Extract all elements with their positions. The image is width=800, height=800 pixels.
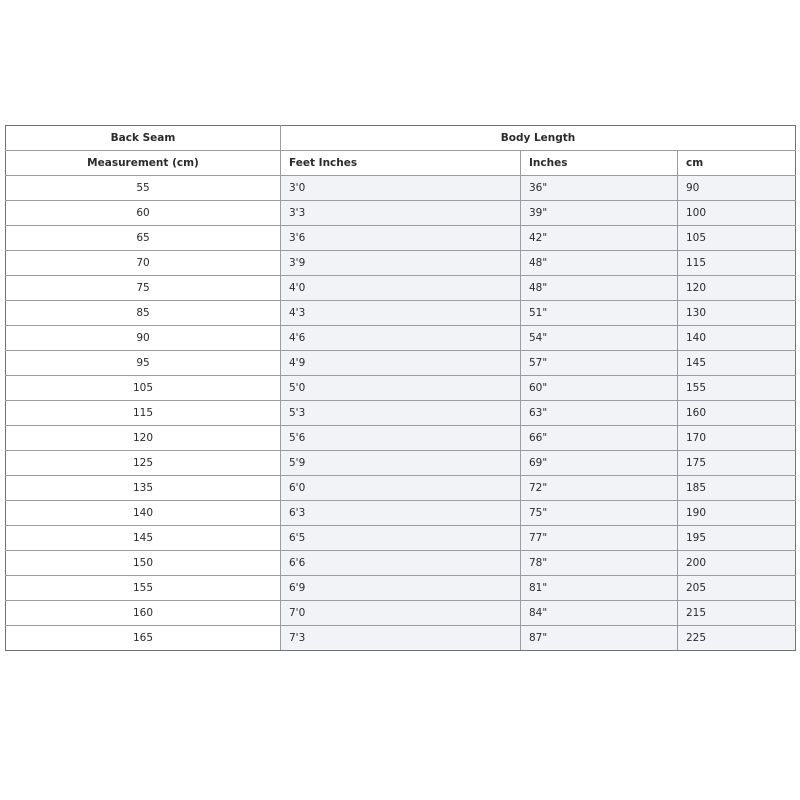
feet-inches-cell: 7'0: [281, 601, 521, 626]
table-row: [6, 201, 796, 226]
header-back-seam: Back Seam: [6, 126, 281, 151]
back-seam-cell: 135: [6, 476, 281, 501]
back-seam-cell: 90: [6, 326, 281, 351]
table-row: [6, 276, 796, 301]
table-row: [6, 251, 796, 276]
inches-cell: 54": [521, 326, 678, 351]
table-row: [6, 376, 796, 401]
feet-inches-cell: 3'0: [281, 176, 521, 201]
cm-cell: 105: [678, 226, 796, 251]
table-row: [6, 326, 796, 351]
table-row: [6, 601, 796, 626]
cm-cell: 155: [678, 376, 796, 401]
back-seam-cell: 75: [6, 276, 281, 301]
cm-cell: 160: [678, 401, 796, 426]
table-row: [6, 551, 796, 576]
inches-cell: 84": [521, 601, 678, 626]
table-row: [6, 351, 796, 376]
inches-cell: 48": [521, 251, 678, 276]
cm-cell: 90: [678, 176, 796, 201]
table-body: [6, 176, 796, 651]
table-row: [6, 476, 796, 501]
back-seam-cell: 85: [6, 301, 281, 326]
feet-inches-cell: 5'0: [281, 376, 521, 401]
feet-inches-cell: 6'0: [281, 476, 521, 501]
feet-inches-cell: 4'0: [281, 276, 521, 301]
back-seam-cell: 145: [6, 526, 281, 551]
cm-cell: 225: [678, 626, 796, 651]
table-row: [6, 226, 796, 251]
cm-cell: 175: [678, 451, 796, 476]
inches-cell: 81": [521, 576, 678, 601]
back-seam-cell: 160: [6, 601, 281, 626]
cm-cell: 140: [678, 326, 796, 351]
back-seam-cell: 125: [6, 451, 281, 476]
back-seam-cell: 105: [6, 376, 281, 401]
feet-inches-cell: 3'3: [281, 201, 521, 226]
header-measurement-cm: Measurement (cm): [6, 151, 281, 176]
cm-cell: 115: [678, 251, 796, 276]
feet-inches-cell: 5'6: [281, 426, 521, 451]
inches-cell: 51": [521, 301, 678, 326]
feet-inches-cell: 6'3: [281, 501, 521, 526]
header-row-columns: [6, 151, 796, 176]
size-chart-table: [5, 125, 796, 651]
cm-cell: 195: [678, 526, 796, 551]
inches-cell: 77": [521, 526, 678, 551]
inches-cell: 72": [521, 476, 678, 501]
inches-cell: 63": [521, 401, 678, 426]
table-row: [6, 401, 796, 426]
inches-cell: 57": [521, 351, 678, 376]
cm-cell: 170: [678, 426, 796, 451]
feet-inches-cell: 4'6: [281, 326, 521, 351]
cm-cell: 215: [678, 601, 796, 626]
back-seam-cell: 65: [6, 226, 281, 251]
table-row: [6, 176, 796, 201]
inches-cell: 69": [521, 451, 678, 476]
back-seam-cell: 115: [6, 401, 281, 426]
feet-inches-cell: 3'6: [281, 226, 521, 251]
inches-cell: 48": [521, 276, 678, 301]
cm-cell: 190: [678, 501, 796, 526]
table-row: [6, 426, 796, 451]
inches-cell: 87": [521, 626, 678, 651]
feet-inches-cell: 4'3: [281, 301, 521, 326]
inches-cell: 66": [521, 426, 678, 451]
cm-cell: 205: [678, 576, 796, 601]
inches-cell: 60": [521, 376, 678, 401]
cm-cell: 185: [678, 476, 796, 501]
cm-cell: 130: [678, 301, 796, 326]
feet-inches-cell: 6'6: [281, 551, 521, 576]
cm-cell: 100: [678, 201, 796, 226]
cm-cell: 200: [678, 551, 796, 576]
feet-inches-cell: 6'9: [281, 576, 521, 601]
back-seam-cell: 150: [6, 551, 281, 576]
back-seam-cell: 120: [6, 426, 281, 451]
inches-cell: 39": [521, 201, 678, 226]
table-row: [6, 526, 796, 551]
cm-cell: 145: [678, 351, 796, 376]
back-seam-cell: 60: [6, 201, 281, 226]
feet-inches-cell: 4'9: [281, 351, 521, 376]
header-row-group: [6, 126, 796, 151]
table-row: [6, 576, 796, 601]
inches-cell: 42": [521, 226, 678, 251]
header-body-length: Body Length: [281, 126, 796, 151]
table-row: [6, 626, 796, 651]
feet-inches-cell: 3'9: [281, 251, 521, 276]
feet-inches-cell: 5'9: [281, 451, 521, 476]
header-inches: Inches: [521, 151, 678, 176]
back-seam-cell: 155: [6, 576, 281, 601]
back-seam-cell: 95: [6, 351, 281, 376]
header-cm: cm: [678, 151, 796, 176]
table-row: [6, 451, 796, 476]
back-seam-cell: 70: [6, 251, 281, 276]
feet-inches-cell: 6'5: [281, 526, 521, 551]
back-seam-cell: 140: [6, 501, 281, 526]
feet-inches-cell: 5'3: [281, 401, 521, 426]
inches-cell: 75": [521, 501, 678, 526]
inches-cell: 36": [521, 176, 678, 201]
inches-cell: 78": [521, 551, 678, 576]
header-feet-inches: Feet Inches: [281, 151, 521, 176]
table-row: [6, 501, 796, 526]
back-seam-cell: 55: [6, 176, 281, 201]
table-row: [6, 301, 796, 326]
back-seam-cell: 165: [6, 626, 281, 651]
cm-cell: 120: [678, 276, 796, 301]
feet-inches-cell: 7'3: [281, 626, 521, 651]
